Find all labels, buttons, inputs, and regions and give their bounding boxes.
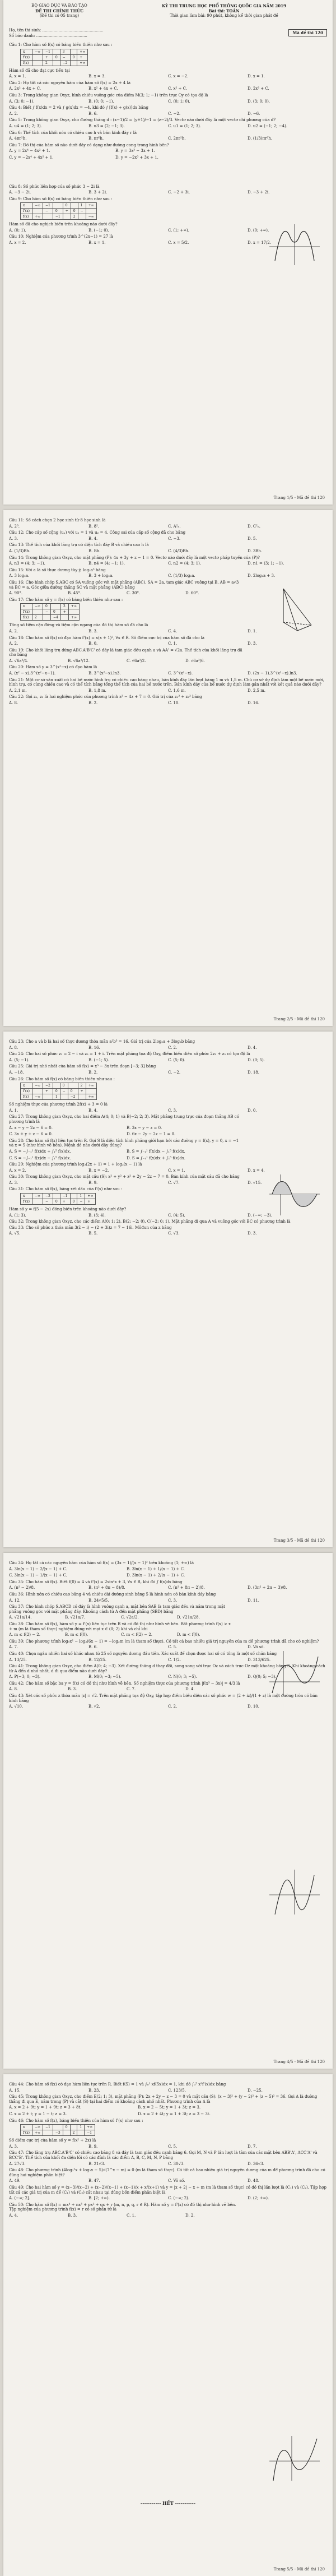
variation-table-q17: x −∞ 0 3 +∞ f'(x) − 0 + f(x) 2 −4 +∞ [20,603,80,621]
answer-options: A. S = −∫₋₁¹ f(x)dx + ∫₁⁵ f(x)dx. B. S = ∫₋₁¹ f(x)dx − ∫₁⁵ f(x)dx. [9,1149,185,1154]
pyramid-figure [267,583,323,633]
question-text: Câu 42: Cho hàm số bậc ba y = f(x) có đồ thị như hình vẽ bên. Số nghiệm thực của phương trình |f(x³ − 3x)| = 4/3 là [9,1681,240,1686]
quartic-derivative-figure [267,2433,323,2483]
question-text: Câu 40: Chọn ngẫu nhiên hai số khác nhau từ 25 số nguyên dương đầu tiên. Xác suất để chọn được hai số có tổng là một số chẵn bằng [9,1651,277,1656]
answer-options: A. (5; −1). B. (−1; 5). C. (5; 0). D. (0; 5). [9,1057,265,1062]
ministry-name: BỘ GIÁO DỤC VÀ ĐÀO TẠO [31,3,87,8]
candidate-name-label: Họ, tên thí sinh: ................................................. [9,28,104,33]
derivative-graph-figure [267,1648,323,1699]
question-text: Câu 1: Cho hàm số f(x) có bảng biến thiên như sau : [9,43,113,47]
question-text: Câu 33: Cho số phức z thỏa mãn 3(z̄ − i) − (2 + 3i)z = 7 − 16i. Môđun của z bằng [9,1225,172,1230]
answer-options: A. 8. B. 3. C. 7. D. 4. [9,1687,195,1692]
official-label: ĐỀ THI CHÍNH THỨC [35,8,83,13]
sign-table-q31: x −∞ −3 −1 1 +∞ f'(x) − 0 + 0 − + [20,1193,96,1205]
answer-options: A. 3. B. 9. C. 5. D. 7. [9,2144,257,2149]
answer-options: A. 4πr²h. B. πr²h. C. 2πr²h. D. (1/3)πr²h. [9,136,273,141]
answer-options: A. P(−3; 0; −3). B. M(0; −3; −5). C. N(0; 3; −5). D. Q(0; 5; −3). [9,1675,277,1680]
answer-options: A. (−∞; 2]. B. [2; +∞). C. (−∞; 2). D. (2; +∞). [9,2196,269,2201]
end-of-exam-marker: ----------- HẾT ----------- [140,2500,196,2506]
question-text: Câu 5: Trong không gian Oxyz, cho đường thẳng d : (x−1)/2 = (y+1)/−1 = (z−2)/3. Vectơ nào dưới đây là một vectơ chỉ phương của d? [9,118,276,123]
answer-options: A. 90°. B. 45°. C. 30°. D. 60°. [9,591,199,596]
answer-options: A. 3. B. 4. C. −3. D. 5. [9,536,257,541]
question-text: Câu 31: Cho hàm số f(x), bảng xét dấu của f'(x) như sau : [9,1187,123,1192]
answer-options: A. 3. B. 9. C. √7. D. √15. [9,1180,262,1185]
exam-page-5 [3,2074,333,2576]
question-text: Hàm số đã cho nghịch biến trên khoảng nào dưới đây? [9,222,118,227]
variation-table-q46: x −∞ −1 0 1 +∞ f'(x) +∞ −3 2 −1 [20,2124,95,2136]
candidate-id-row [9,28,327,40]
exam-code-box: Mã đề thi 120 [288,29,327,36]
exam-time: Thời gian làm bài: 90 phút, không kể thời gian phát đề [170,13,278,18]
question-text: Câu 23: Cho a và b là hai số thực dương thỏa mãn a²b³ = 16. Giá trị của 2log₂a + 3log₂b bằng [9,1039,195,1044]
question-text: Câu 3: Trong không gian Oxyz, hình chiếu vuông góc của điểm M(3; 1; −1) trên trục Oy có tọa độ là [9,93,208,98]
area-figure [267,1172,323,1217]
answer-options: A. 12. B. 24√5/5. C. 3. D. 11. [9,1598,259,1603]
question-text: Câu 26: Cho hàm số f(x) có bảng biến thiên như sau : [9,1076,115,1081]
question-text: Câu 10: Nghiệm của phương trình 3^(2x−1) = 27 là [9,234,113,239]
page-footer: Trang 1/5 - Mã đề thi 120 [273,496,325,500]
page-footer: Trang 4/5 - Mã đề thi 120 [273,2060,325,2064]
question-text: Câu 25: Giá trị nhỏ nhất của hàm số f(x) = x³ − 3x trên đoạn [−3; 3] bằng [9,1064,156,1069]
answer-options: A. (1/3)Bh. B. Bh. C. (4/3)Bh. D. 3Bh. [9,548,263,553]
answer-options: A. y = 2x⁴ − 4x² + 1. B. y = 3x³ − 3x + 1. [9,149,155,154]
question-text: Câu 7: Đồ thị của hàm số nào dưới đây có dạng như đường cong trong hình bên? [9,142,169,147]
questions-page-5 [9,2082,327,2219]
page-footer: Trang 2/5 - Mã đề thi 120 [273,1017,325,1021]
question-text: Số điểm cực trị của hàm số y = f(x² + 2x) là [9,2138,96,2143]
answer-options: A. 8. B. 2. C. 10. D. 16. [9,701,259,706]
answer-options: A. √6a³/4. B. √6a³/12. C. √6a³/2. D. √6a³/6. [9,658,205,663]
answer-options: A. √21a/14. B. √21a/7. C. √2a/2. D. √21a/28. [9,1615,200,1620]
question-text: Số nghiệm thực của phương trình 2f(x) + 3 = 0 là [9,1102,108,1107]
question-text: Câu 41: Trong không gian Oxyz, cho điểm A(0; 4; −3). Xét đường thẳng d thay đổi, song song với trục Oz và cách trục Oz một khoảng bằng 3. Khi khoảng cách từ A đến d nhỏ nhất, d đi qua điểm nào dưới đây? [9,1664,325,1673]
cubic-graph-figure [267,1867,323,1917]
question-text: Câu 6: Thể tích của khối nón có chiều cao h và bán kính đáy r là [9,130,137,135]
question-text: Câu 38: Cho hàm số f(x), hàm số y = f'(x) liên tục trên R và có đồ thị như hình vẽ bên. Bất phương trình f(x) > x + m (m là tham số thực) nghiệm đúng với mọi x ∈ (0; 2) khi và chỉ khi [9,1621,231,1631]
answer-options: A. x − y − 2z − 6 = 0. B. 3x − y − z = 0. [9,1125,162,1130]
question-text: Câu 12: Cho cấp số cộng (uₙ) với u₁ = 1 và u₂ = 4. Công sai của cấp số cộng đã cho bằng [9,530,186,535]
candidate-sbd-label: Số báo danh: ......................................... [9,34,87,38]
question-text: Câu 50: Cho hàm số f(x) = mx⁴ + nx³ + px² + qx + r (m, n, p, q, r ∈ R). Hàm số y = f'(x) có đồ thị như hình vẽ bên. Tập nghiệm của phương trình f(x) = r có số phần tử là [9,2202,236,2212]
question-text: Câu 49: Cho hai hàm số y = (x−3)/(x−2) + (x−2)/(x−1) + (x−1)/x + x/(x+1) và y = |x + 2| − x + m (m là tham số thực) có đồ thị lần lượt là (C₁) và (C₂). Tập hợp tất cả các giá trị của m để (C₁) và (C₂) cắt nhau tại đúng bốn điểm phân biệt là [9,2185,326,2195]
exam-page-3 [3,1032,333,1547]
question-text: Câu 45: Trong không gian Oxyz, cho điểm E(2; 1; 3), mặt phẳng (P): 2x + 2y − z − 3 = 0 và mặt cầu (S): (x − 3)² + (y − 2)² + (z − 5)² = 36. Gọi Δ là đường thẳng đi qua E, nằm trong (P) và cắt (S) tại hai điểm có khoảng cách nhỏ nhất. Phương trình của Δ là [9,2094,318,2104]
variation-table-q9: x −∞ −1 0 1 +∞ f'(x) − 0 + 0 − f(x) +∞ −1 2 −∞ [20,202,97,220]
question-text: Câu 19: Cho khối lăng trụ đứng ABC.A'B'C' có đáy là tam giác đều cạnh a và AA' = √2a. Thể tích của khối lăng trụ đã cho bằng [9,648,242,658]
question-text: Hàm số y = f(5 − 2x) đồng biến trên khoảng nào dưới đây? [9,1207,127,1212]
question-text: Câu 27: Trong không gian Oxyz, cho hai điểm A(4; 0; 1) và B(−2; 2; 3). Mặt phẳng trung trực của đoạn thẳng AB có phương trình là [9,1114,239,1124]
question-text: Hàm số đã cho đạt cực tiểu tại [9,68,70,73]
question-text: Câu 15: Với a là số thực dương tùy ý, log₂a³ bằng [9,567,106,572]
question-text: Câu 18: Cho hàm số f(x) có đạo hàm f'(x) = x(x + 1)², ∀x ∈ R. Số điểm cực trị của hàm số đã cho là [9,635,205,640]
answer-options: A. 2⁸. B. 8². C. A²₈. D. C²₈. [9,524,261,529]
answer-options: C. y = −2x⁴ + 4x² + 1. D. y = −2x³ + 3x + 1. [9,155,158,160]
question-text: Câu 47: Cho lăng trụ ABC.A'B'C' có chiều cao bằng 8 và đáy là tam giác đều cạnh bằng 6. Gọi M, N và P lần lượt là tâm của các mặt bên ABB'A', ACC'A' và BCC'B'. Thể tích của khối đa diện lồi có các đỉnh là các điểm A, B, C, M, N, P bằng [9,2150,318,2160]
answer-options: A. 49. B. 47. C. Vô số. D. 48. [9,2179,259,2184]
answer-options: A. x = 2. B. x = 1. C. x = 5/2. D. x = 17/2. [9,241,272,246]
answer-options: C. x = 2 + t; y = 1 − t; z = 3. D. x = 2 + 4t; y = 1 + 3t; z = 3 − 3t. [9,2111,211,2116]
page-footer: Trang 3/5 - Mã đề thi 120 [273,1538,325,1543]
answer-options: A. −18. B. 2. C. −2. D. 18. [9,1070,259,1075]
quartic-curve-figure [267,221,323,266]
answer-options: A. (1; 3). B. (3; 4). C. (4; 5). D. (−∞; −3). [9,1213,273,1218]
answer-options: A. x = 2. B. x = −2. C. x = 1. D. x = 4. [9,1168,265,1173]
answer-options: A. 3 log₂a. B. 3 + log₂a. C. (1/3) log₂a. D. 2log₂a + 3. [9,574,276,579]
question-text: Câu 39: Cho phương trình log₉x² − log₃(6x − 1) = −log₃m (m là tham số thực). Có tất cả bao nhiêu giá trị nguyên của m để phương trình đã cho có nghiệm? [9,1639,319,1644]
exam-title: KỲ THI TRUNG HỌC PHỔ THÔNG QUỐC GIA NĂM 2019 [162,3,286,8]
question-text: Câu 21: Một cơ sở sản xuất có hai bể nước hình trụ có chiều cao bằng nhau, bán kính đáy lần lượt bằng 1 m và 1,5 m. Chủ cơ sở dự định làm một bể nước mới, hình trụ, có cùng chiều cao và có thể tích bằng tổng thể tích của hai bể nước trên. Bán kính đáy của bể nước dự định làm gần nhất với kết quả nào dưới đây? [9,677,324,687]
answer-options: A. 2x² + 4x + C. B. x² + 4x + C. C. x² + C. D. 2x² + C. [9,86,269,91]
exam-page-1 [3,0,333,505]
answer-options: A. x = 1. B. x = 3. C. x = −2. D. x = 1. [9,74,265,79]
question-text: Câu 32: Trong không gian Oxyz, cho các điểm A(0; 1; 2), B(2; −2; 0), C(−2; 0; 1). Mặt phẳng đi qua A và vuông góc với BC có phương trình là [9,1219,291,1224]
answer-options: A. 2. B. 6. C. −2. D. −6. [9,111,260,116]
exam-subject: Bài thi: TOÁN [208,8,240,13]
question-text: Câu 22: Gọi z₁, z₂ là hai nghiệm phức của phương trình z² − 4z + 7 = 0. Giá trị của z₁² + z₂² bằng [9,695,202,700]
answer-options: A. −3 − 2i. B. 3 + 2i. C. −2 + 3i. D. −3 + 2i. [9,190,270,195]
exam-page-2 [3,510,333,1026]
question-text: Câu 46: Cho hàm số f(x), bảng biến thiên của hàm số f'(x) như sau : [9,2118,143,2123]
answer-options: A. 2. B. 0. C. 1. D. 3. [9,641,257,646]
answer-options: A. x = 2 + 9t; y = 1 + 9t; z = 3 + 8t. B. x = 2 − 5t; y = 1 + 3t; z = 3. [9,2105,201,2110]
answer-options: A. (π² − 2)/8. B. (π² + 8π − 8)/8. C. (π² + 8π − 2)/8. D. (3π² + 2π − 3)/8. [9,1585,287,1590]
question-text: Câu 20: Hàm số y = 3^(x²−x) có đạo hàm là [9,665,97,670]
answer-options: A. u4 = (1; 2; 3). B. u3 = (2; −1; 3). C. u1 = (1; 2; 3). D. u2 = (−1; 2; −4). [9,123,288,128]
question-text: Câu 13: Thể tích của khối lăng trụ có diện tích đáy B và chiều cao h là [9,543,149,548]
answer-options: A. 13/25. B. 12/25. C. 1/2. D. 313/625. [9,1657,271,1662]
answer-options: A. 4. B. 3. C. 1. D. 2. [9,2213,195,2218]
question-text: Tổng số tiệm cận đứng và tiệm cận ngang của đồ thị hàm số đã cho là [9,623,148,628]
question-text: Câu 14: Trong không gian Oxyz, cho mặt phẳng (P): 4x + 3y + z − 1 = 0. Vectơ nào dưới đây là một vectơ pháp tuyến của (P)? [9,555,260,560]
question-text: Câu 44: Cho hàm số f(x) có đạo hàm liên tục trên R. Biết f(5) = 1 và ∫₀¹ xf(5x)dx = 1, khi đó ∫₀⁵ x²f'(x)dx bằng [9,2082,226,2087]
questions-page-1 [9,43,327,247]
question-text: Câu 24: Cho hai số phức z₁ = 2 − i và z₂ = 1 + i. Trên mặt phẳng tọa độ Oxy, điểm biểu diễn số phức 2z₁ + z₂ có tọa độ là [9,1052,250,1057]
answer-options: A. 27√3. B. 21√3. C. 30√3. D. 36√3. [9,2161,264,2166]
variation-table-q26: x −∞ −2 0 2 +∞ f'(x) + 0 − 0 + f(x) −∞ 1 −2 +∞ [20,1083,97,1100]
answer-options: A. n3 = (4; 3; −1). B. n4 = (4; −1; 1). C. n2 = (4; 3; 1). D. n1 = (3; 1; −1). [9,561,284,566]
question-text: Câu 37: Cho hình chóp S.ABCD có đáy là hình vuông cạnh a, mặt bên SAB là tam giác đều và nằm trong mặt phẳng vuông góc với mặt phẳng đáy. Khoảng cách từ A đến mặt phẳng (SBD) bằng [9,1604,225,1614]
question-text: Câu 29: Nghiệm của phương trình log₃(2x + 1) = 1 + log₃(x − 1) là [9,1162,142,1167]
answer-options: A. m ≤ f(2) − 2. B. m ≤ f(0). C. m < f(2) − 2. D. m < f(0). [9,1632,200,1638]
question-text: Câu 43: Xét các số phức z thỏa mãn |z| = √2. Trên mặt phẳng tọa độ Oxy, tập hợp điểm biểu diễn các số phức w = (2 + iz)/(1 + z) là một đường tròn có bán kính bằng [9,1694,318,1703]
question-text: Câu 34: Họ tất cả các nguyên hàm của hàm số f(x) = (3x − 1)/(x − 1)² trên khoảng (1; +∞) là [9,1561,194,1565]
answer-options: A. √10. B. √2. C. 2. D. 10. [9,1704,259,1709]
answer-options: A. (x² − x).3^(x²−x−1). B. 3^(x²−x).ln3. C. 3^(x²−x). D. (2x − 1).3^(x²−x).ln3. [9,671,297,676]
answer-options: C. S = −∫₋₁¹ f(x)dx − ∫₁⁵ f(x)dx. D. S = ∫₋₁¹ f(x)dx + ∫₁⁵ f(x)dx. [9,1155,185,1160]
exam-page-4 [3,1553,333,2069]
question-text: Câu 8: Số phức liên hợp của số phức 3 − 2i là [9,184,100,189]
answer-options: C. 3x + y + z − 6 = 0. D. 6x − 2y − 2z − 1 = 0. [9,1132,176,1137]
answer-options: A. 8. B. 16. C. 2. D. 4. [9,1045,257,1050]
question-text: Câu 48: Cho phương trình (4log₂²x + log₂x − 5)√(7^x − m) = 0 (m là tham số thực). Có tất cả bao nhiêu giá trị nguyên dương của m để phương trình đã cho có đúng hai nghiệm phân biệt? [9,2168,325,2177]
exam-header [9,3,327,26]
answer-options: A. 15. B. 23. C. 123/5. D. −25. [9,2088,263,2093]
question-text: Câu 16: Cho hình chóp S.ABC có SA vuông góc với mặt phẳng (ABC), SA = 2a, tam giác ABC vuông tại B, AB = a√3 và BC = a. Góc giữa đường thẳng SC và mặt phẳng (ABC) bằng [9,580,239,590]
answer-options: A. (0; 1). B. (−1; 0). C. (1; +∞). D. (0; +∞). [9,228,269,233]
answer-options: A. √5. B. 5. C. √3. D. 3. [9,1231,257,1236]
header-right [121,3,327,19]
question-text: Câu 2: Họ tất cả các nguyên hàm của hàm số f(x) = 2x + 4 là [9,80,131,85]
header-left [9,3,110,19]
question-text: Câu 17: Cho hàm số y = f(x) có bảng biến thiên như sau : [9,597,123,602]
question-text: Câu 28: Cho hàm số f(x) liên tục trên R. Gọi S là diện tích hình phẳng giới hạn bởi các đường y = f(x), y = 0, x = −1 và x = 5 (như hình vẽ bên). Mệnh đề nào dưới đây đúng? [9,1138,239,1148]
page-footer: Trang 5/5 - Mã đề thi 120 [273,2567,325,2572]
variation-table-q1: x −∞ −1 3 +∞ f'(x) + 0 − 0 + f(x) 2 −2 +∞ [20,49,88,66]
question-text: Câu 30: Trong không gian Oxyz, cho mặt cầu (S): x² + y² + z² + 2y − 2z − 7 = 0. Bán kính của mặt cầu đã cho bằng [9,1174,240,1180]
answer-options: A. 2. B. 3. C. 4. D. 1. [9,628,257,633]
answer-options: A. 7. B. 6. C. 5. D. Vô số. [9,1645,265,1650]
answer-options: A. 2,1 m. B. 1,8 m. C. 1,6 m. D. 2,5 m. [9,688,266,693]
page-count-note: (Đề thi có 05 trang) [39,13,80,18]
answer-options: A. (3; 0; −1). B. (0; 0; −1). C. (0; 1; 0). D. (3; 0; 0). [9,99,270,104]
question-text: Câu 36: Hình nón có chiều cao bằng 4 và chiều dài đường sinh bằng 5 là hình nón có bán kính đáy bằng [9,1592,216,1597]
answer-options: C. 3ln(x − 1) − 1/(x − 1) + C. D. 3ln(x − 1) + 2/(x − 1) + C. [9,1573,185,1578]
answer-options: A. 3ln(x − 1) − 2/(x − 1) + C. B. 3ln(x − 1) + 1/(x − 1) + C. [9,1566,185,1571]
question-text: Câu 9: Cho hàm số f(x) có bảng biến thiên như sau : [9,196,113,201]
question-text: Câu 35: Cho hàm số f(x). Biết f(0) = 4 và f'(x) = 2sin²x + 3, ∀x ∈ R, khi đó ∫ f(x)dx bằng [9,1579,183,1584]
question-text: Câu 11: Số cách chọn 2 học sinh từ 8 học sinh là [9,518,106,522]
question-text: Câu 4: Biết ∫ f(x)dx = 2 và ∫ g(x)dx = −4, khi đó ∫ [f(x) + g(x)]dx bằng [9,105,148,110]
answer-options: A. 1. B. 4. C. 3. D. 0. [9,1108,257,1113]
